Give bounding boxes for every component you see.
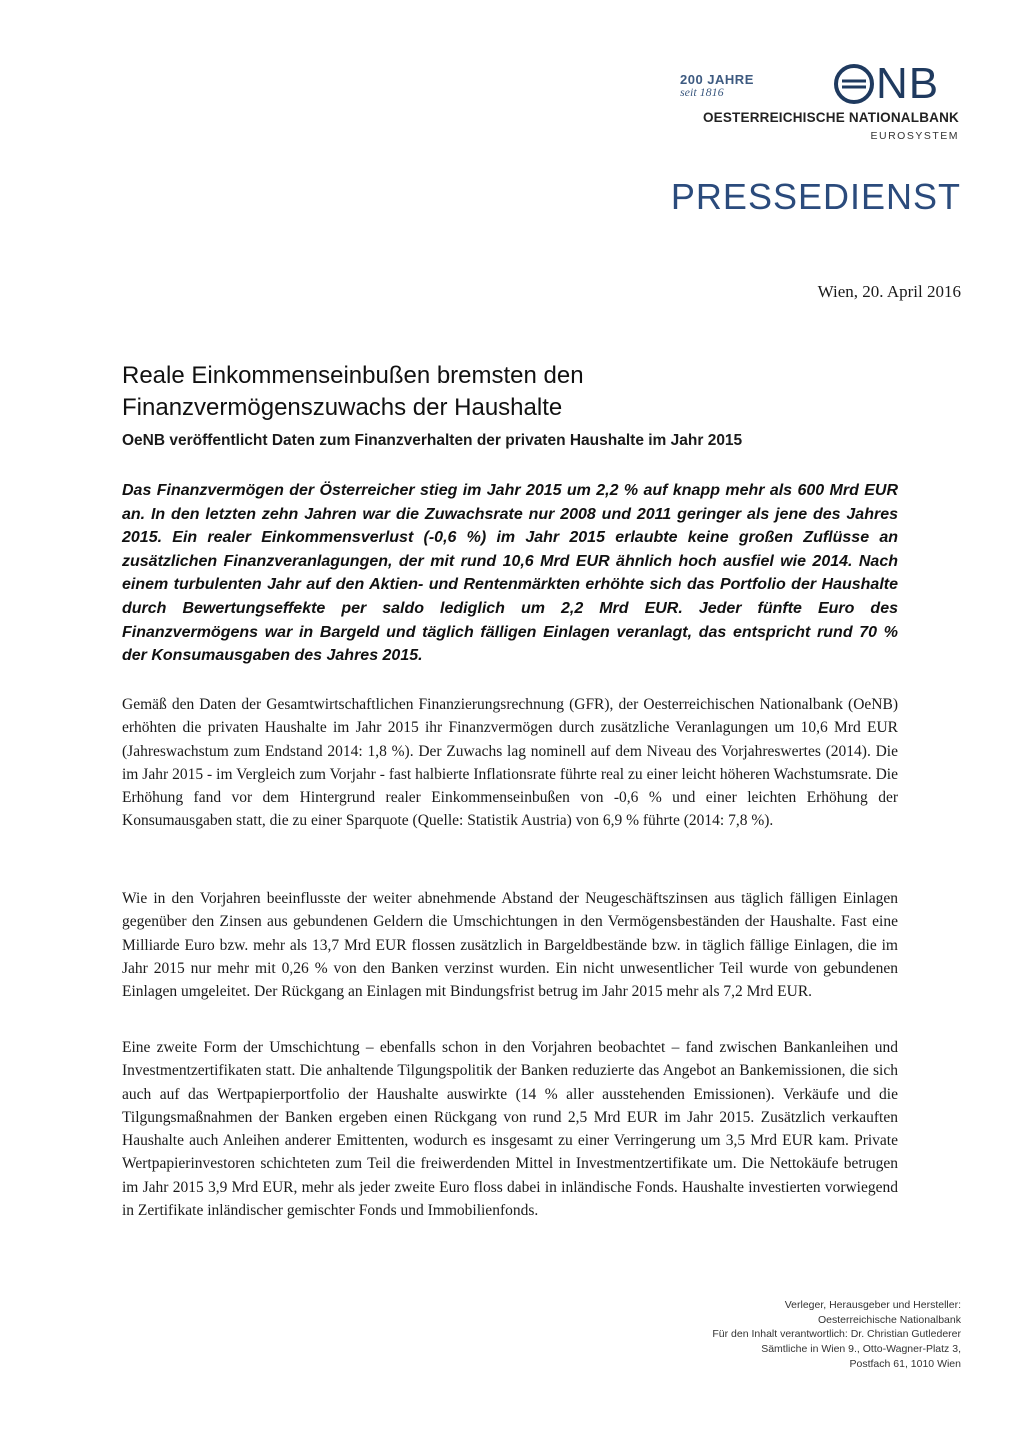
headline (122, 360, 922, 424)
body-paragraph: Eine zweite Form der Umschichtung – ebenfalls schon in den Vorjahren beobachtet – fand zwischen Bankanleihen und Investmentzertifikaten statt. Die anhaltende Tilgungspolitik der Banken reduzierte das Angebot an Bankemissionen, die sich auch auf das Wertpapierportfolio der Haushalte auswirkte (14 % aller ausstehenden Emissionen). Verkäufe und die Tilgungsmaßnahmen der Banken ergeben einen Rückgang von rund 2,5 Mrd EUR im Jahr 2015. Zusätzlich verkauften Haushalte auch Anleihen anderer Emittenten, wodurch es insgesamt zu einer Verringerung um 3,5 Mrd EUR kam. Private Wertpapierinvestoren schichteten zum Teil die freiwerdenden Mittel in Investmentzertifikate um. Die Nettokäufe betrugen im Jahr 2015 3,9 Mrd EUR, mehr als jeder zweite Euro floss dabei in inländische Fonds. Haushalte investierten vorwiegend in Zertifikate inländischer gemischter Fonds und Immobilienfonds. (122, 1039, 898, 1220)
anniversary-since: seit 1816 (680, 85, 724, 99)
eurosystem-label: EUROSYSTEM (870, 130, 959, 142)
body-paragraph: Wie in den Vorjahren beeinflusste der weiter abnehmende Abstand der Neugeschäftszinsen aus täglich fälligen Einlagen gegenüber den Zinsen aus gebundenen Geldern die Umschichtungen in den Vermögensbeständen der Haushalte. Fast eine Milliarde Euro bzw. mehr als 13,7 Mrd EUR flossen zusätzlich in Bargeldbestände bzw. in täglich fällige Einlagen, die im Jahr 2015 nur mehr mit 0,26 % von den Banken verzinst wurden. Ein nicht unwesentlicher Teil wurde von gebundenen Einlagen umgeleitet. Der Rückgang an Einlagen mit Bindungsfrist betrug im Jahr 2015 mehr als 7,2 Mrd EUR. (122, 890, 898, 1001)
lead-paragraph: Das Finanzvermögen der Österreicher stieg im Jahr 2015 um 2,2 % auf knapp mehr als 600 Mrd EUR an. In den letzten zehn Jahren war die Zuwachsrate nur 2008 und 2011 geringer als jene des Jahres 2015. Ein realer Einkommensverlust (-0,6 %) im Jahr 2015 erlaubte keine großen Zuflüsse an zusätzlichen Finanzveranlagungen, der mit rund 10,6 Mrd EUR ähnlich hoch ausfiel wie 2014. Nach einem turbulenten Jahr auf den Aktien- und Rentenmärkten erhöhte sich das Portfolio der Haushalte durch Bewertungseffekte per saldo lediglich um 2,2 Mrd EUR. Jeder fünfte Euro des Finanzvermögens war in Bargeld und täglich fälligen Einlagen veranlagt, das entspricht rund 70 % der Konsumausgaben des Jahres 2015. (122, 482, 898, 665)
oenb-logo (834, 60, 939, 108)
euro-circle-icon (834, 64, 874, 104)
headline-line-1: Reale Einkommenseinbußen bremsten den (122, 362, 584, 389)
body-paragraph: Gemäß den Daten der Gesamtwirtschaftlichen Finanzierungsrechnung (GFR), der Oesterreichischen Nationalbank (OeNB) erhöhten die privaten Haushalte im Jahr 2015 ihr Finanzvermögen durch zusätzliche Veranlagungen um 10,6 Mrd EUR (Jahreswachstum zum Endstand 2014: 1,8 %). Der Zuwachs lag nominell auf dem Niveau des Vorjahreswertes (2014). Die im Jahr 2015 - im Vergleich zum Vorjahr - fast halbierte Inflationsrate führte real zu einer leicht höheren Wachstumsrate. Die Erhöhung fand vor dem Hintergrund realer Einkommenseinbußen von -0,6 % und einer leichten Erhöhung der Konsumausgaben statt, die zu einer Sparquote (Quelle: Statistik Austria) von 6,9 % führte (2014: 7,8 %). (122, 696, 898, 830)
imprint-line: Oesterreichische Nationalbank (818, 1313, 961, 1326)
imprint-line: Verleger, Herausgeber und Hersteller: (784, 1299, 961, 1311)
anniversary-title: 200 JAHRE (680, 72, 754, 87)
bank-name: OESTERREICHISCHE NATIONALBANK (702, 110, 959, 125)
headline-line-2: Finanzvermögenszuwachs der Haushalte (122, 394, 563, 421)
imprint-line: Sämtliche in Wien 9., Otto-Wagner-Platz 3, (761, 1343, 961, 1356)
subheadline: OeNB veröffentlicht Daten zum Finanzverhalten der privaten Haushalte im Jahr 2015 (122, 432, 743, 449)
anniversary-mark (680, 72, 754, 100)
release-date: Wien, 20. April 2016 (817, 282, 961, 301)
section-title: PRESSEDIENST (670, 176, 961, 217)
publisher-imprint (712, 1298, 961, 1372)
imprint-line: Für den Inhalt verantwortlich: Dr. Christian Gutlederer (712, 1328, 961, 1341)
imprint-line: Postfach 61, 1010 Wien (849, 1357, 961, 1370)
logo-letters: NB (876, 59, 940, 108)
